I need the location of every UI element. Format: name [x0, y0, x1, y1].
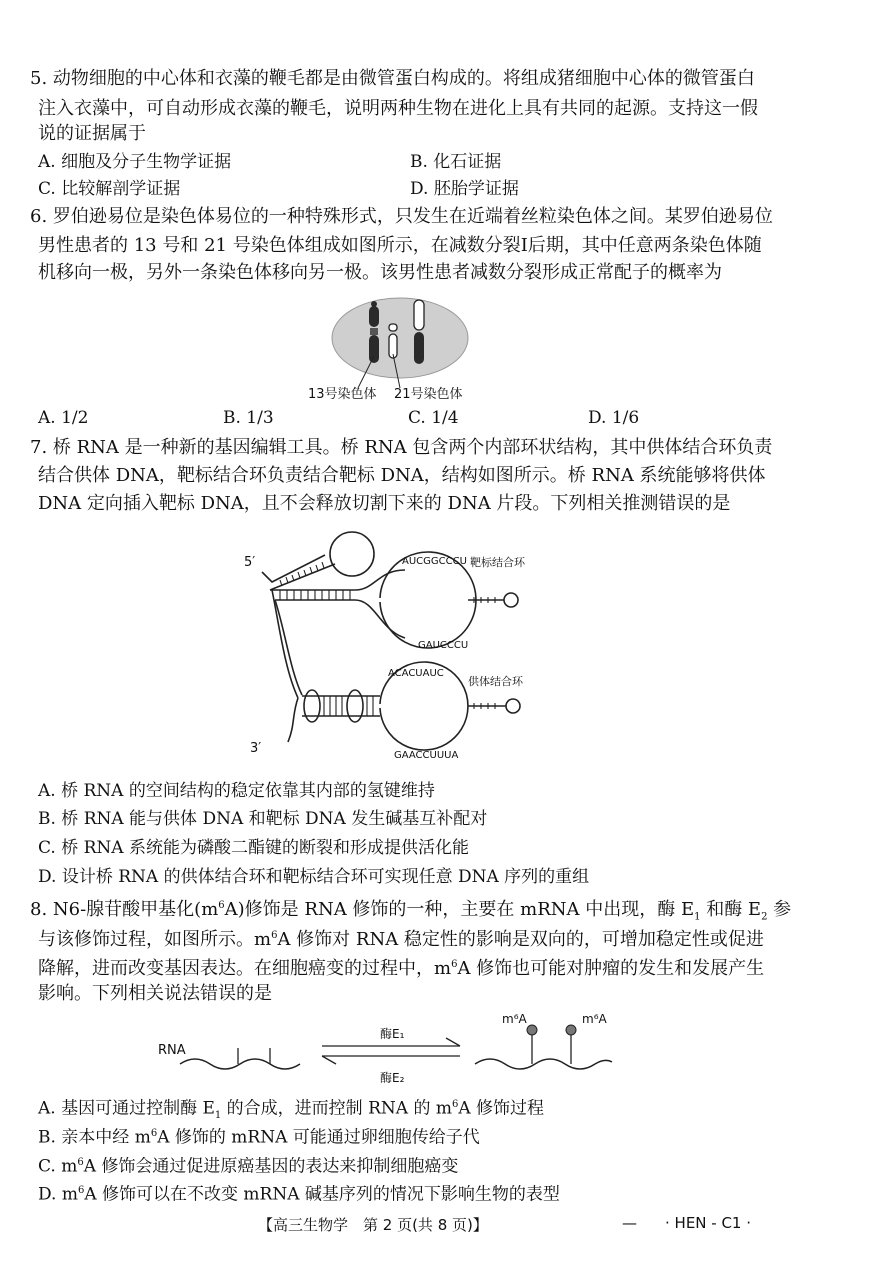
- q8-option-a-sup: 6: [451, 1099, 459, 1110]
- top-hairpin-loop: [330, 532, 374, 576]
- q8-option-d: [38, 1179, 560, 1207]
- q8-line-1-sup: 6: [218, 900, 225, 911]
- q8-line-3-b: A 修饰也可能对肿瘤的发生和发展产生: [457, 958, 765, 979]
- q8-line-3-sup: 6: [451, 959, 458, 970]
- top-stem-strand-b: [270, 564, 335, 590]
- q8-option-c-text-2: A 修饰会通过促进原癌基因的表达来抑制细胞癌变: [83, 1156, 459, 1177]
- footer-page-info: 【高三生物学 第 2 页(共 8 页)】: [258, 1216, 488, 1234]
- label-m6a-1: m⁶A: [502, 1012, 527, 1026]
- donor-loop-tip: [506, 699, 520, 713]
- q7-option-b: B. 桥 RNA 能与供体 DNA 和靶标 DNA 发生碱基互补配对: [38, 809, 488, 829]
- seq-donor-bottom: GAACCUUUA: [394, 750, 459, 761]
- connector-strand-inner: [272, 590, 298, 698]
- lower-bulge-1: [304, 690, 320, 722]
- m6a-figure: [150, 1008, 620, 1088]
- q8-option-b-text-2: A 修饰的 mRNA 可能通过卵细胞传给子代: [157, 1127, 480, 1148]
- q8-option-b: [38, 1122, 480, 1150]
- q8-option-c: [38, 1151, 458, 1179]
- q8-option-d-text-2: A 修饰可以在不改变 mRNA 碱基序列的情况下影响生物的表型: [84, 1184, 560, 1205]
- seq-target-bottom: GAUCCCU: [418, 640, 469, 651]
- q8-option-a-text-1: A. 基因可通过控制酶 E: [38, 1098, 215, 1119]
- q5-option-d: D. 胚胎学证据: [410, 179, 519, 199]
- q7-line-1: 7. 桥 RNA 是一种新的基因编辑工具。桥 RNA 包含两个内部环状结构，其中供体结合环负责: [30, 437, 773, 458]
- label-target-loop: 靶标结合环: [470, 556, 525, 569]
- q8-line-1-a: 8. N6-腺苷酸甲基化(m: [30, 899, 219, 920]
- q7-line-3: DNA 定向插入靶标 DNA，且不会释放切割下来的 DNA 片段。下列相关推测错误的是: [38, 493, 731, 514]
- methyl-group-2: [566, 1025, 576, 1035]
- cell-ellipse: [332, 298, 468, 378]
- q8-option-c-text-1: C. m: [38, 1156, 78, 1177]
- q8-line-3-a: 降解，进而改变基因表达。在细胞癌变的过程中，m: [38, 958, 452, 979]
- label-three-prime: 3′: [250, 741, 262, 756]
- label-m6a-2: m⁶A: [582, 1012, 607, 1026]
- q8-line-1-c: 和酶 E: [700, 899, 762, 920]
- footer-dash: —: [622, 1214, 637, 1232]
- label-chromosome-13: 13号染色体: [308, 387, 377, 402]
- connector-strand-outer: [275, 600, 302, 695]
- q5-line-1: 5. 动物细胞的中心体和衣藻的鞭毛都是由微管蛋白构成的。将组成猪细胞中心体的微管蛋白: [30, 68, 755, 89]
- q7-option-c: C. 桥 RNA 系统能为磷酸二酯键的断裂和形成提供活化能: [38, 838, 469, 858]
- q8-line-4: 影响。下列相关说法错误的是: [38, 983, 272, 1004]
- bridge-rna-figure: [230, 520, 550, 775]
- q6-line-3: 机移向一极，另外一条染色体移向另一极。该男性患者减数分裂形成正常配子的概率为: [38, 262, 722, 283]
- label-five-prime: 5′: [244, 555, 256, 570]
- q6-option-b: B. 1/3: [223, 408, 274, 428]
- q8-option-d-sup: 6: [77, 1185, 85, 1196]
- q8-line-2-sup: 6: [271, 930, 278, 941]
- reverse-arrow-head: [322, 1056, 336, 1064]
- forward-arrow-head: [446, 1038, 460, 1046]
- footer-code: · HEN - C1 ·: [665, 1214, 752, 1232]
- seq-donor-top: ACACUAUC: [388, 668, 444, 679]
- q8-line-1-sub2: 2: [761, 911, 768, 923]
- q8-option-a-text-2: 的合成，进而控制 RNA 的 m: [221, 1098, 452, 1119]
- rna-strand-modified: [475, 1059, 612, 1069]
- label-donor-loop: 供体结合环: [468, 675, 523, 688]
- label-rna: RNA: [158, 1043, 186, 1058]
- q6-line-2: 男性患者的 13 号和 21 号染色体组成如图所示，在减数分裂Ⅰ后期，其中任意两条染色体随: [38, 235, 762, 256]
- q8-line-3: [38, 953, 764, 981]
- rna-strand-unmodified: [180, 1059, 300, 1069]
- q8-line-1-d: 参: [767, 899, 792, 920]
- q8-line-2-a: 与该修饰过程，如图所示。m: [38, 929, 272, 950]
- label-enzyme-e1: 酶E₁: [380, 1027, 405, 1041]
- q6-option-d: D. 1/6: [588, 408, 640, 428]
- q5-line-3: 说的证据属于: [38, 123, 146, 144]
- methyl-group-1: [527, 1025, 537, 1035]
- q8-line-1-sub1: 1: [694, 911, 701, 923]
- q6-line-1: 6. 罗伯逊易位是染色体易位的一种特殊形式，只发生在近端着丝粒染色体之间。某罗伯逊易位: [30, 206, 773, 227]
- target-loop-tip: [504, 593, 518, 607]
- q8-line-1-b: A)修饰是 RNA 修饰的一种，主要在 mRNA 中出现，酶 E: [224, 899, 695, 920]
- lower-bulge-2: [347, 690, 363, 722]
- q8-line-2-b: A 修饰对 RNA 稳定性的影响是双向的，可增加稳定性或促进: [277, 929, 764, 950]
- upper-helix-bottom: [275, 600, 405, 638]
- q5-line-2: 注入衣藻中，可自动形成衣藻的鞭毛，说明两种生物在进化上具有共同的起源。支持这一假: [38, 98, 758, 119]
- base-pair-ticks: [280, 562, 495, 716]
- seq-target-top: AUCGGCCCU: [402, 556, 467, 567]
- q8-option-b-text-1: B. 亲本中经 m: [38, 1127, 151, 1148]
- chromosome-figure: [300, 288, 500, 406]
- q7-line-2: 结合供体 DNA，靶标结合环负责结合靶标 DNA，结构如图所示。桥 RNA 系统能够将供体: [38, 465, 766, 486]
- q8-option-a-sub: 1: [214, 1110, 222, 1122]
- q8-line-2: [38, 924, 764, 952]
- q8-option-d-text-1: D. m: [38, 1184, 78, 1205]
- q5-option-a: A. 细胞及分子生物学证据: [38, 152, 232, 172]
- q8-option-b-sup: 6: [150, 1128, 158, 1139]
- translocated-chromosome: [369, 301, 379, 363]
- label-chromosome-21: 21号染色体: [394, 387, 463, 402]
- chromosome-21: [389, 324, 397, 358]
- q7-option-a: A. 桥 RNA 的空间结构的稳定依靠其内部的氢键维持: [38, 781, 435, 801]
- q6-option-a: A. 1/2: [38, 408, 89, 428]
- q7-option-d: D. 设计桥 RNA 的供体结合环和靶标结合环可实现任意 DNA 序列的重组: [38, 867, 590, 887]
- three-prime-tail: [288, 698, 298, 742]
- q8-option-c-sup: 6: [77, 1157, 84, 1168]
- q5-option-c: C. 比较解剖学证据: [38, 179, 181, 199]
- label-enzyme-e2: 酶E₂: [380, 1071, 405, 1085]
- q8-option-a-text-3: A 修饰过程: [458, 1098, 545, 1119]
- q5-option-b: B. 化石证据: [410, 152, 502, 172]
- q6-option-c: C. 1/4: [408, 408, 459, 428]
